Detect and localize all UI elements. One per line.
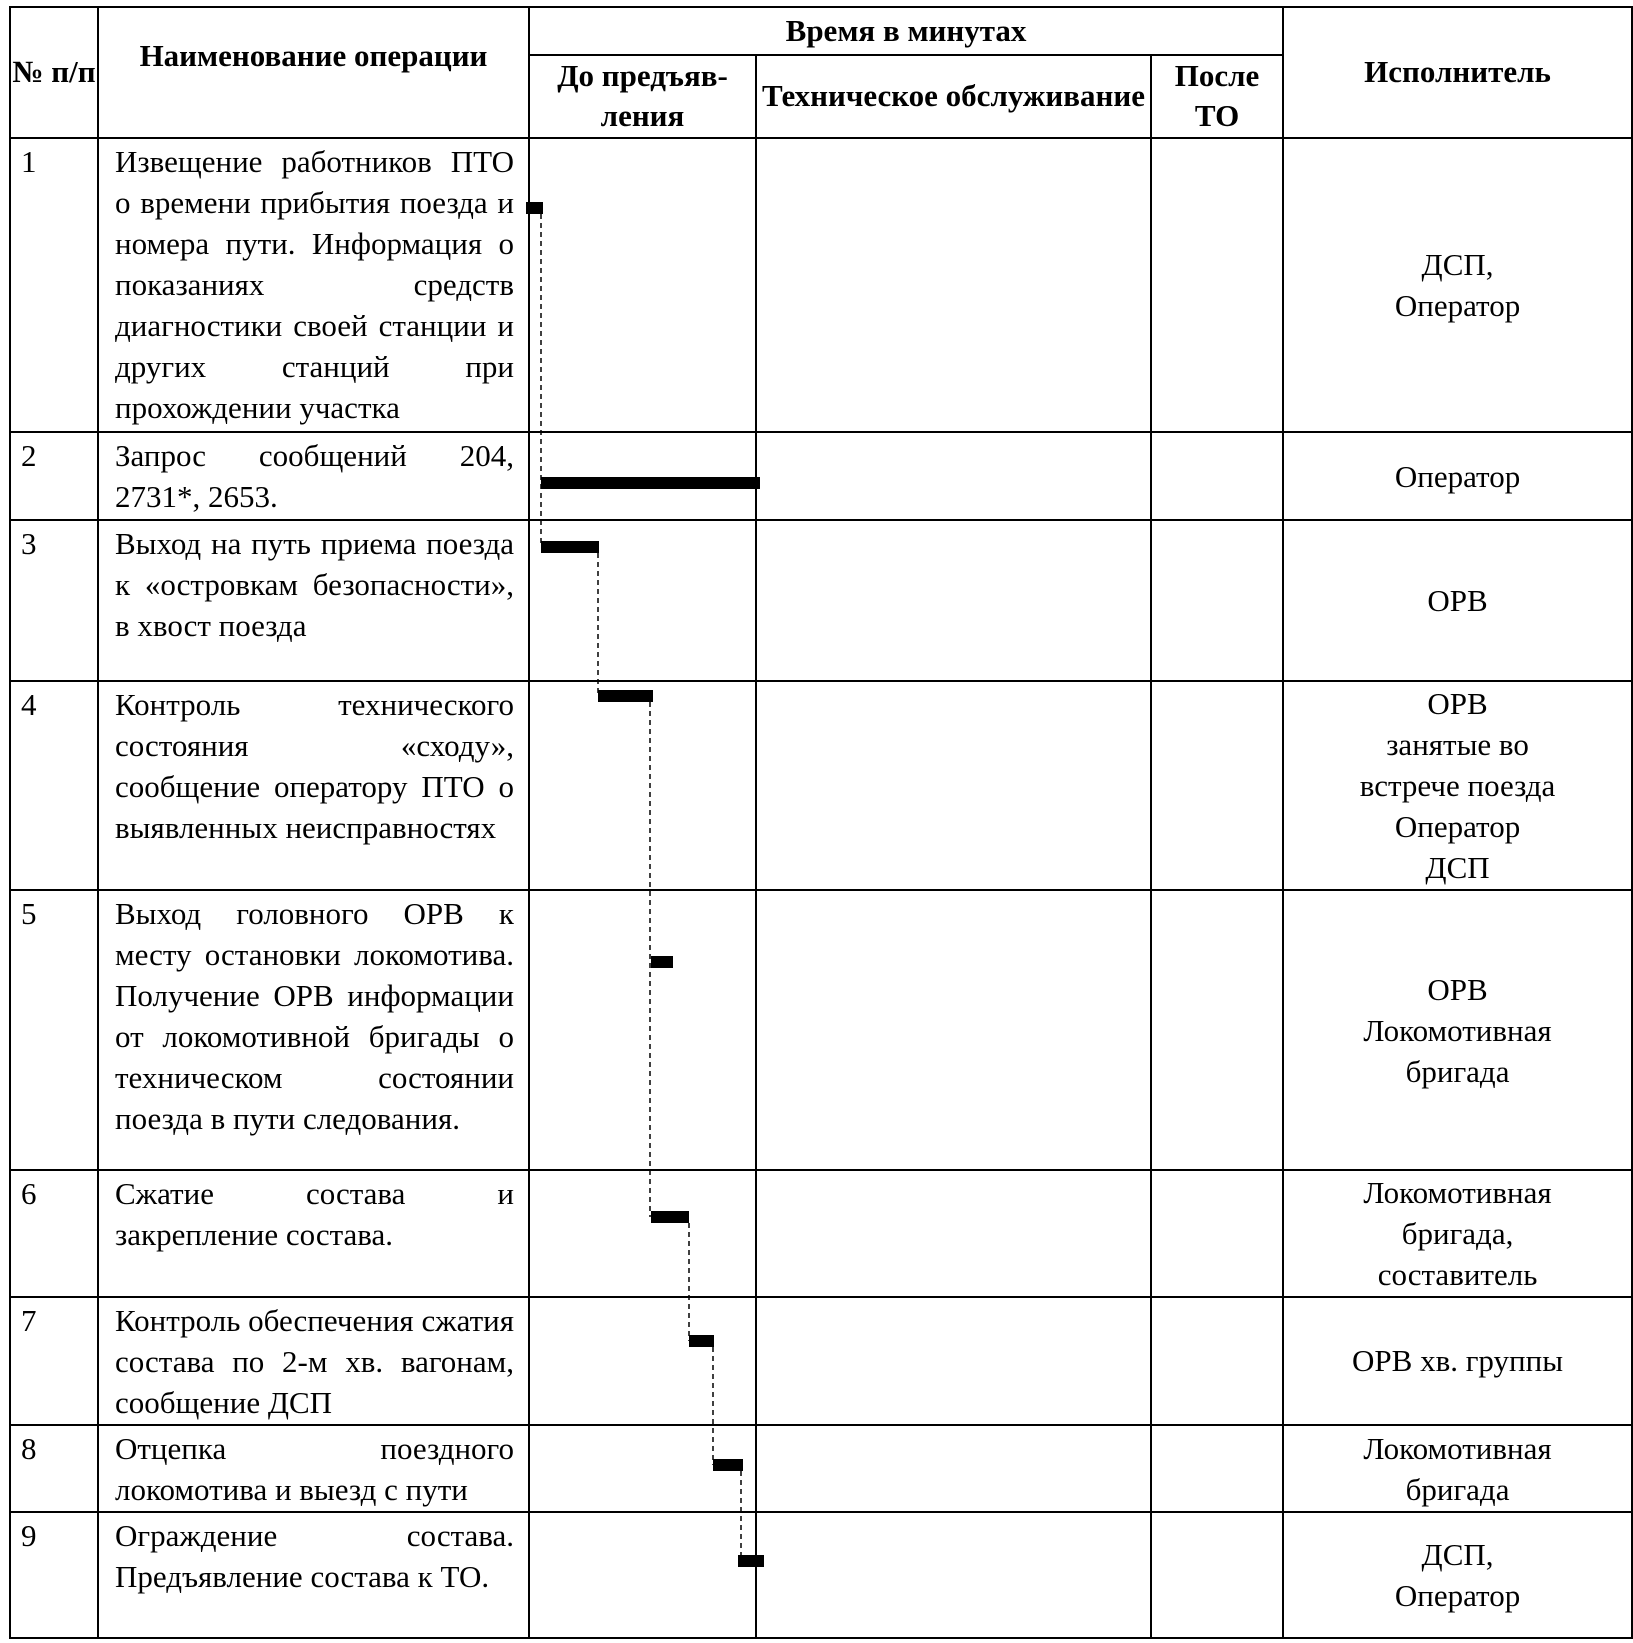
time-after-cell — [1151, 1170, 1283, 1297]
header-operation: Наименование операции — [98, 7, 529, 138]
row-number: 1 — [10, 138, 98, 433]
operations-table — [9, 6, 1633, 1639]
time-after-cell — [1151, 1512, 1283, 1638]
time-after-cell — [1151, 432, 1283, 519]
time-maintenance-cell — [756, 1297, 1151, 1426]
time-maintenance-cell — [756, 1170, 1151, 1297]
table-row — [10, 1512, 1632, 1638]
table-row — [10, 432, 1632, 519]
time-before-cell — [529, 681, 756, 891]
operation-name: Выход на путь приема поезда к «островкам безопасности», в хвост поезда — [98, 520, 529, 681]
time-after-cell — [1151, 890, 1283, 1170]
operation-name: Сжатие состава и закрепление состава. — [98, 1170, 529, 1297]
table-row — [10, 138, 1632, 433]
row-number: 3 — [10, 520, 98, 681]
executor-cell: Локомотивная бригада — [1283, 1425, 1632, 1512]
header-after-maintenance: После ТО — [1151, 55, 1283, 138]
executor-cell: ОРВ занятые во встрече поезда Оператор ДСП — [1283, 681, 1632, 891]
executor-cell: ОРВ Локомотивная бригада — [1283, 890, 1632, 1170]
time-after-cell — [1151, 1425, 1283, 1512]
executor-cell: ОРВ хв. группы — [1283, 1297, 1632, 1426]
operation-name: Контроль обеспечения сжатия состава по 2-м хв. вагонам, сообщение ДСП — [98, 1297, 529, 1426]
time-maintenance-cell — [756, 432, 1151, 519]
table-row — [10, 1297, 1632, 1426]
row-number: 8 — [10, 1425, 98, 1512]
time-before-cell — [529, 1170, 756, 1297]
time-maintenance-cell — [756, 890, 1151, 1170]
header-maintenance: Техническое обслуживание — [756, 55, 1151, 138]
header-before-presentation: До предъяв-ления — [529, 55, 756, 138]
time-before-cell — [529, 1425, 756, 1512]
operation-name: Контроль технического состояния «сходу», сообщение оператору ПТО о выявленных неисправностях — [98, 681, 529, 891]
row-number: 6 — [10, 1170, 98, 1297]
header-num: № п/п — [10, 7, 98, 138]
operations-table-sheet — [9, 6, 1631, 1639]
row-number: 5 — [10, 890, 98, 1170]
header-executor: Исполнитель — [1283, 7, 1632, 138]
time-maintenance-cell — [756, 1512, 1151, 1638]
operation-name: Извещение работников ПТО о времени прибытия поезда и номера пути. Информация о показаниях средств диагностики своей станции и других станций при прохождении участка — [98, 138, 529, 433]
time-after-cell — [1151, 681, 1283, 891]
time-after-cell — [1151, 520, 1283, 681]
table-row — [10, 520, 1632, 681]
operation-name: Выход головного ОРВ к месту остановки локомотива. Получение ОРВ информации от локомотивной бригады о техническом состоянии поезда в пути следования. — [98, 890, 529, 1170]
executor-cell: Оператор — [1283, 432, 1632, 519]
time-maintenance-cell — [756, 1425, 1151, 1512]
executor-cell: ОРВ — [1283, 520, 1632, 681]
time-before-cell — [529, 890, 756, 1170]
row-number: 9 — [10, 1512, 98, 1638]
table-row — [10, 1425, 1632, 1512]
time-before-cell — [529, 1297, 756, 1426]
time-maintenance-cell — [756, 138, 1151, 433]
executor-cell: ДСП, Оператор — [1283, 1512, 1632, 1638]
time-maintenance-cell — [756, 681, 1151, 891]
time-before-cell — [529, 1512, 756, 1638]
operation-name: Отцепка поездного локомотива и выезд с пути — [98, 1425, 529, 1512]
row-number: 4 — [10, 681, 98, 891]
time-after-cell — [1151, 1297, 1283, 1426]
executor-cell: ДСП, Оператор — [1283, 138, 1632, 433]
table-row — [10, 890, 1632, 1170]
table-row — [10, 1170, 1632, 1297]
time-after-cell — [1151, 138, 1283, 433]
time-maintenance-cell — [756, 520, 1151, 681]
operation-name: Запрос сообщений 204, 2731*, 2653. — [98, 432, 529, 519]
header-time-group: Время в минутах — [529, 7, 1283, 55]
time-before-cell — [529, 520, 756, 681]
time-before-cell — [529, 138, 756, 433]
row-number: 7 — [10, 1297, 98, 1426]
table-row — [10, 681, 1632, 891]
row-number: 2 — [10, 432, 98, 519]
operation-name: Ограждение состава. Предъявление состава к ТО. — [98, 1512, 529, 1638]
time-before-cell — [529, 432, 756, 519]
executor-cell: Локомотивная бригада, составитель — [1283, 1170, 1632, 1297]
